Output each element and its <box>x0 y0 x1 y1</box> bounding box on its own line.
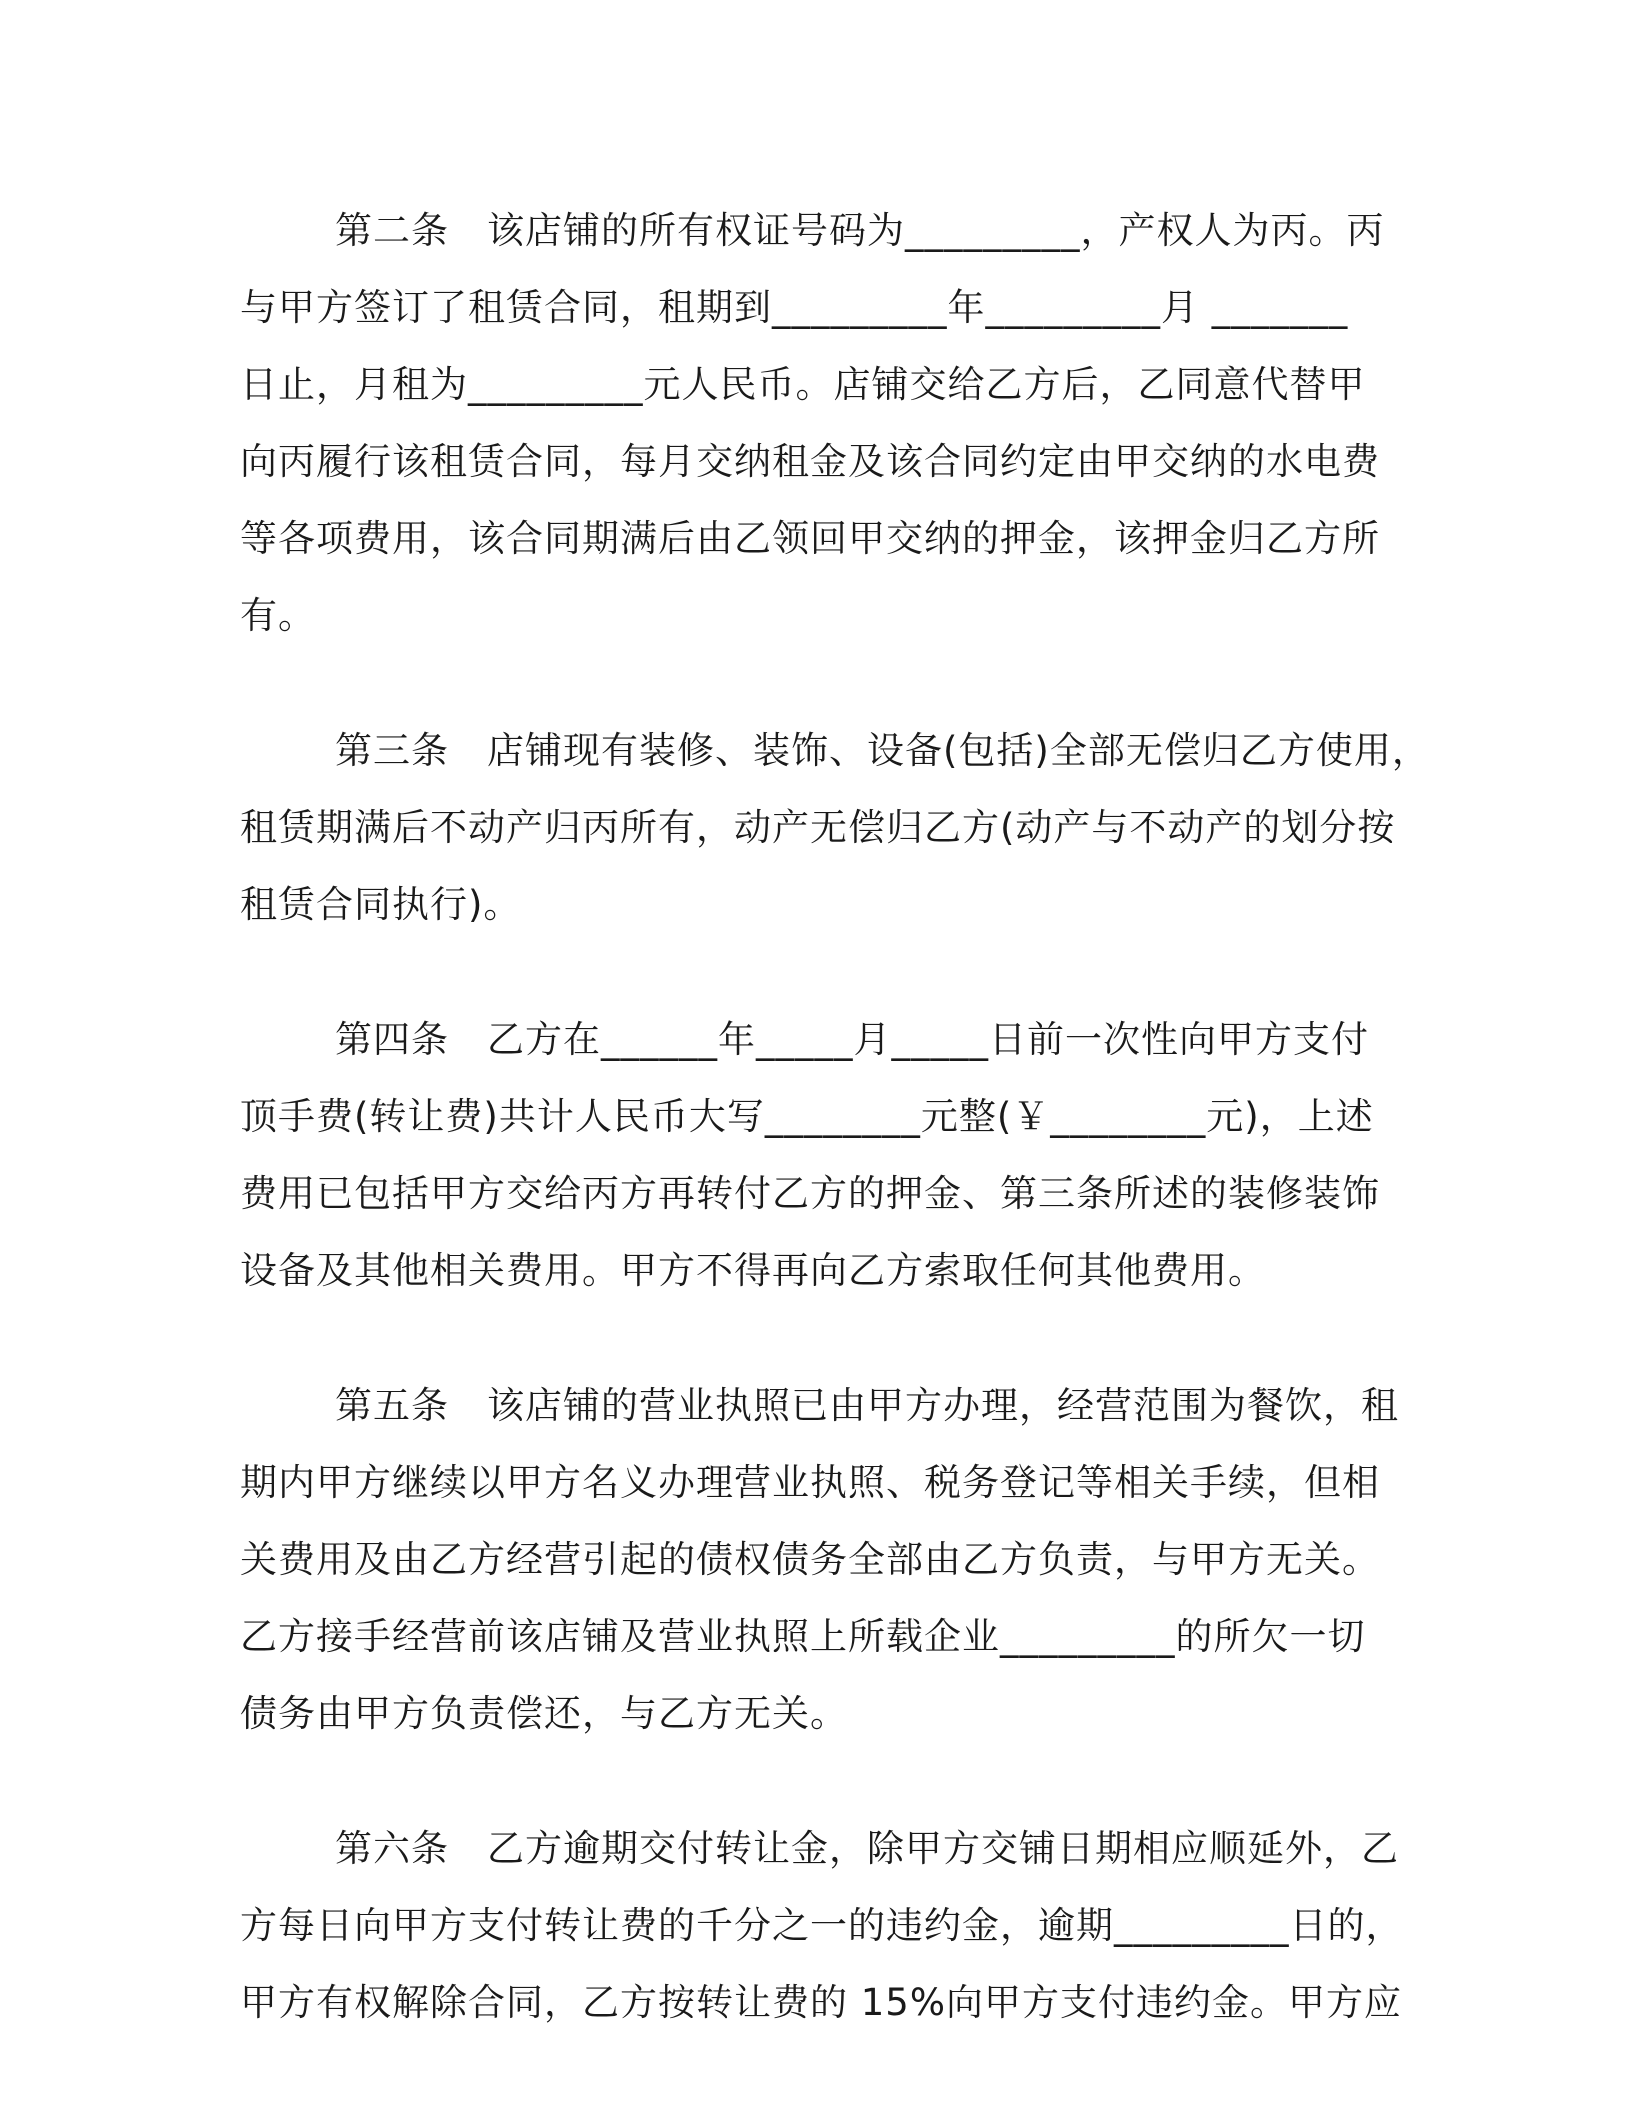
article-3-paragraph <box>240 712 1430 943</box>
paragraph-line: 债务由甲方负责偿还，与乙方无关。 <box>240 1692 848 1735</box>
contract-body <box>240 192 1430 2099</box>
paragraph-line: 第六条 乙方逾期交付转让金，除甲方交铺日期相应顺延外，乙 <box>335 1827 1399 1870</box>
paragraph-line: 日止，月租为_________元人民币。店铺交给乙方后，乙同意代替甲 <box>240 363 1366 406</box>
paragraph-line: 第二条 该店铺的所有权证号码为_________，产权人为丙。丙 <box>335 209 1385 252</box>
paragraph-line: 费用已包括甲方交给丙方再转付乙方的押金、第三条所述的装修装饰 <box>240 1172 1380 1215</box>
paragraph-line: 等各项费用，该合同期满后由乙领回甲交纳的押金，该押金归乙方所 <box>240 517 1380 560</box>
paragraph-line: 乙方接手经营前该店铺及营业执照上所载企业_________的所欠一切 <box>240 1615 1366 1658</box>
paragraph-line: 租赁合同执行)。 <box>240 883 522 926</box>
paragraph-line: 租赁期满后不动产归丙所有，动产无偿归乙方(动产与不动产的划分按 <box>240 806 1396 849</box>
article-2-paragraph <box>240 192 1400 654</box>
paragraph-line: 甲方有权解除合同，乙方按转让费的 15%向甲方支付违约金。甲方应 <box>240 1981 1402 2024</box>
paragraph-line: 顶手费(转让费)共计人民币大写________元整(￥________元)，上述 <box>240 1095 1374 1138</box>
article-6-paragraph <box>240 1810 1404 2041</box>
paragraph-line: 期内甲方继续以甲方名义办理营业执照、税务登记等相关手续，但相 <box>240 1461 1380 1504</box>
paragraph-line: 第三条 店铺现有装修、装饰、设备(包括)全部无偿归乙方使用， <box>335 729 1430 772</box>
paragraph-line: 设备及其他相关费用。甲方不得再向乙方索取任何其他费用。 <box>240 1249 1266 1292</box>
paragraph-line: 关费用及由乙方经营引起的债权债务全部由乙方负责，与甲方无关。 <box>240 1538 1380 1581</box>
paragraph-line: 有。 <box>240 594 316 637</box>
paragraph-line: 与甲方签订了租赁合同，租期到_________年_________月 _______ <box>240 286 1349 329</box>
paragraph-line: 第四条 乙方在______年_____月_____日前一次性向甲方支付 <box>335 1018 1369 1061</box>
paragraph-line: 向丙履行该租赁合同，每月交纳租金及该合同约定由甲交纳的水电费 <box>240 440 1380 483</box>
article-4-paragraph <box>240 1001 1400 1309</box>
paragraph-line: 方每日向甲方支付转让费的千分之一的违约金，逾期_________日的， <box>240 1904 1404 1947</box>
article-5-paragraph <box>240 1367 1400 1752</box>
paragraph-line: 第五条 该店铺的营业执照已由甲方办理，经营范围为餐饮，租 <box>335 1384 1399 1427</box>
